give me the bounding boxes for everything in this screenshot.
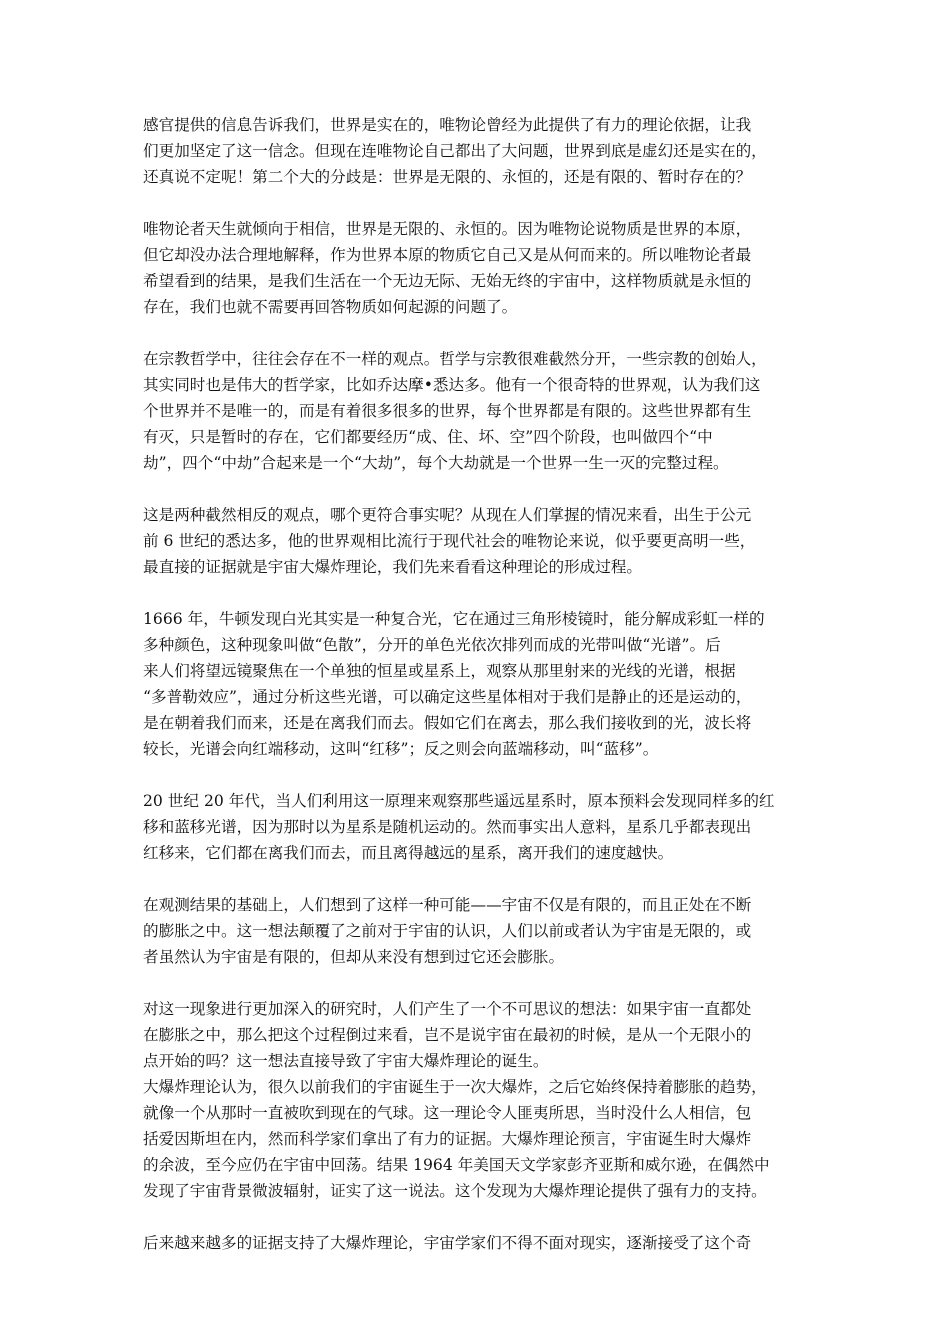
paragraph-gap <box>143 320 815 346</box>
paragraph-10: 后来越来越多的证据支持了大爆炸理论，宇宙学家们不得不面对现实，逐渐接受了这个奇 <box>143 1234 752 1252</box>
paragraph-4: 这是两种截然相反的观点，哪个更符合事实呢？从现在人们掌握的情况来看，出生于公元 前 6 世纪的悉达多，他的世界观相比流行于现代社会的唯物论来说，似乎要更高明一些， 最直接的证据就是宇宙大爆炸理论，我们先来看看这种理论的形成过程。 <box>143 506 756 576</box>
paragraph-8: 对这一现象进行更加深入的研究时，人们产生了一个不可思议的想法：如果宇宙一直都处 在膨胀之中，那么把这个过程倒过来看，岂不是说宇宙在最初的时候，是从一个无限小的 点开始的吗？这一想法直接导致了宇宙大爆炸理论的诞生。 <box>143 1000 752 1070</box>
paragraph-gap <box>143 1204 815 1230</box>
paragraph-3: 在宗教哲学中，往往会存在不一样的观点。哲学与宗教很难截然分开，一些宗教的创始人， 其实同时也是伟大的哲学家，比如乔达摩•悉达多。他有一个很奇特的世界观，认为我们这 个世界并不是唯一的，而是有着很多很多的世界，每个世界都是有限的。这些世界都有生 有灭，只是暂时的存在，它们都要经历“成、住、坏、空”四个阶段，也叫做四个“中 劫”，四个“中劫”合起来是一个“大劫”，每个大劫就是一个世界一生一灭的完整过程。 <box>143 350 767 472</box>
paragraph-gap <box>143 866 815 892</box>
body-text <box>143 112 815 1256</box>
paragraph-gap <box>143 476 815 502</box>
paragraph-1: 感官提供的信息告诉我们，世界是实在的，唯物论曾经为此提供了有力的理论依据，让我 们更加坚定了这一信念。但现在连唯物论自己都出了大问题，世界到底是虚幻还是实在的， 还真说不定呢！第二个大的分歧是：世界是无限的、永恒的，还是有限的、暂时存在的？ <box>143 116 767 186</box>
paragraph-7: 在观测结果的基础上，人们想到了这样一种可能——宇宙不仅是有限的，而且正处在不断 的膨胀之中。这一想法颠覆了之前对于宇宙的认识，人们以前或者认为宇宙是无限的，或 者虽然认为宇宙是有限的，但却从来没有想到过它还会膨胀。 <box>143 896 752 966</box>
paragraph-gap <box>143 580 815 606</box>
paragraph-5: 1666 年，牛顿发现白光其实是一种复合光，它在通过三角形棱镜时，能分解成彩虹一样的 多种颜色，这种现象叫做“色散”，分开的单色光依次排列而成的光带叫做“光谱”。后 来人们将望远镜聚焦在一个单独的恒星或星系上，观察从那里射来的光线的光谱，根据 “多普勒效应”，通过分析这些光谱，可以确定这些星体相对于我们是静止的还是运动的， 是在朝着我们而来，还是在离我们而去。假如它们在离去，那么我们接收到的光，波长将 较长，光谱会向红端移动，这叫“红移”；反之则会向蓝端移动，叫“蓝移”。 <box>143 610 765 758</box>
paragraph-gap <box>143 762 815 788</box>
paragraph-6: 20 世纪 20 年代，当人们利用这一原理来观察那些遥远星系时，原本预料会发现同样多的红 移和蓝移光谱，因为那时以为星系是随机运动的。然而事实出人意料，星系几乎都表现出 红移来，它们都在离我们而去，而且离得越远的星系，离开我们的速度越快。 <box>143 792 775 862</box>
paragraph-2: 唯物论者天生就倾向于相信，世界是无限的、永恒的。因为唯物论说物质是世界的本原， 但它却没办法合理地解释，作为世界本原的物质它自己又是从何而来的。所以唯物论者最 希望看到的结果，是我们生活在一个无边无际、无始无终的宇宙中，这样物质就是永恒的 存在，我们也就不需要再回答物质如何起源的问题了。 <box>143 220 752 316</box>
paragraph-gap <box>143 190 815 216</box>
paragraph-gap <box>143 970 815 996</box>
paragraph-9: 大爆炸理论认为，很久以前我们的宇宙诞生于一次大爆炸，之后它始终保持着膨胀的趋势， 就像一个从那时一直被吹到现在的气球。这一理论令人匪夷所思，当时没什么人相信，包 括爱因斯坦在内，然而科学家们拿出了有力的证据。大爆炸理论预言，宇宙诞生时大爆炸 的余波，至今应仍在宇宙中回荡。结果 1964 年美国天文学家彭齐亚斯和威尔逊，在偶然中 发现了宇宙背景微波辐射，证实了这一说法。这个发现为大爆炸理论提供了强有力的支持。 <box>143 1078 770 1200</box>
